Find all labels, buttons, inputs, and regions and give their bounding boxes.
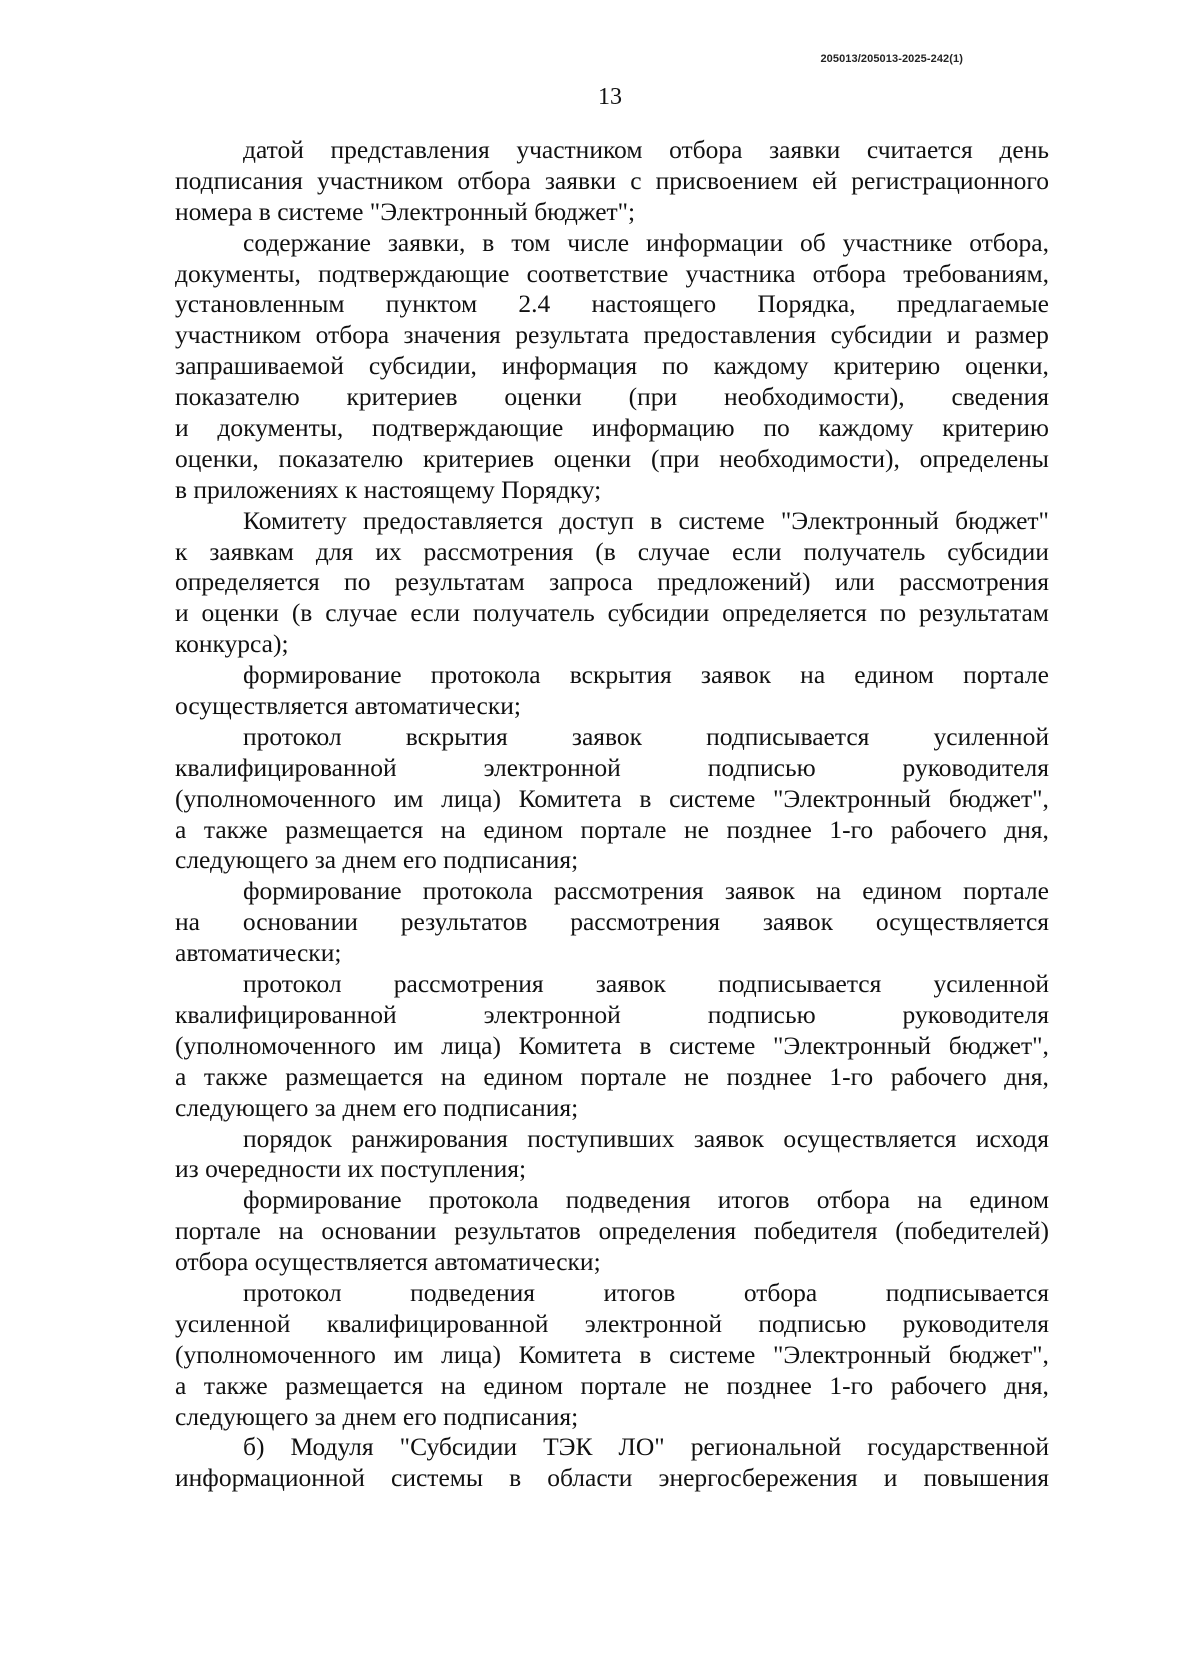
text-line: оценки, показателю критериев оценки (при необходимости), определены: [175, 443, 1049, 473]
text-line: подписания участником отбора заявки с присвоением ей регистрационного: [175, 165, 1049, 195]
document-registration-code: 205013/205013-2025-242(1): [820, 53, 963, 65]
text-line: определяется по результатам запроса предложений) или рассмотрения: [175, 567, 1049, 597]
text-line: следующего за днем его подписания;: [175, 1401, 579, 1431]
text-line: установленным пунктом 2.4 настоящего Порядка, предлагаемые: [175, 289, 1049, 319]
text-line: протокол подведения итогов отбора подписывается: [243, 1277, 1049, 1307]
text-line: на основании результатов рассмотрения заявок осуществляется: [175, 907, 1049, 937]
text-line: а также размещается на едином портале не позднее 1-го рабочего дня,: [175, 814, 1049, 844]
text-line: автоматически;: [175, 938, 342, 968]
text-line: формирование протокола подведения итогов отбора на едином: [243, 1185, 1049, 1215]
page-number: 13: [598, 84, 622, 110]
text-line: протокол рассмотрения заявок подписывается усиленной: [243, 969, 1049, 999]
document-body: [175, 135, 1049, 1555]
text-line: и документы, подтверждающие информацию по каждому критерию: [175, 413, 1049, 443]
text-line: участником отбора значения результата предоставления субсидии и размер: [175, 320, 1049, 350]
text-line: документы, подтверждающие соответствие участника отбора требованиям,: [175, 258, 1049, 288]
text-line: (уполномоченного им лица) Комитета в системе "Электронный бюджет",: [175, 1339, 1049, 1369]
text-line: к заявкам для их рассмотрения (в случае если получатель субсидии: [175, 536, 1049, 566]
text-line: усиленной квалифицированной электронной подписью руководителя: [175, 1308, 1049, 1338]
text-line: номера в системе "Электронный бюджет";: [175, 196, 636, 226]
text-line: формирование протокола вскрытия заявок на едином портале: [243, 660, 1049, 690]
text-line: квалифицированной электронной подписью руководителя: [175, 752, 1049, 782]
text-line: конкурса);: [175, 629, 289, 659]
text-line: Комитету предоставляется доступ в системе "Электронный бюджет": [243, 505, 1049, 535]
text-line: портале на основании результатов определения победителя (победителей): [175, 1216, 1049, 1246]
text-line: осуществляется автоматически;: [175, 691, 521, 721]
text-line: (уполномоченного им лица) Комитета в системе "Электронный бюджет",: [175, 783, 1049, 813]
text-line: показателю критериев оценки (при необходимости), сведения: [175, 382, 1049, 412]
text-line: следующего за днем его подписания;: [175, 845, 579, 875]
text-line: содержание заявки, в том числе информации об участнике отбора,: [243, 227, 1049, 257]
text-line: датой представления участником отбора заявки считается день: [243, 135, 1049, 164]
text-line: порядок ранжирования поступивших заявок осуществляется исходя: [243, 1123, 1049, 1153]
text-line: протокол вскрытия заявок подписывается усиленной: [243, 721, 1049, 751]
text-line: и оценки (в случае если получатель субсидии определяется по результатам: [175, 598, 1049, 628]
text-line: отбора осуществляется автоматически;: [175, 1247, 601, 1277]
text-line: а также размещается на едином портале не позднее 1-го рабочего дня,: [175, 1061, 1049, 1091]
text-line: (уполномоченного им лица) Комитета в системе "Электронный бюджет",: [175, 1030, 1049, 1060]
text-line: формирование протокола рассмотрения заявок на едином портале: [243, 876, 1049, 906]
text-line: б) Модуля "Субсидии ТЭК ЛО" региональной государственной: [243, 1432, 1049, 1462]
text-line: квалифицированной электронной подписью руководителя: [175, 999, 1049, 1029]
text-line: из очередности их поступления;: [175, 1154, 527, 1184]
text-line: запрашиваемой субсидии, информация по каждому критерию оценки,: [175, 351, 1049, 381]
text-line: а также размещается на едином портале не позднее 1-го рабочего дня,: [175, 1370, 1049, 1400]
text-line: следующего за днем его подписания;: [175, 1092, 579, 1122]
text-line: в приложениях к настоящему Порядку;: [175, 474, 602, 504]
text-line: информационной системы в области энергосбережения и повышения: [175, 1463, 1049, 1493]
